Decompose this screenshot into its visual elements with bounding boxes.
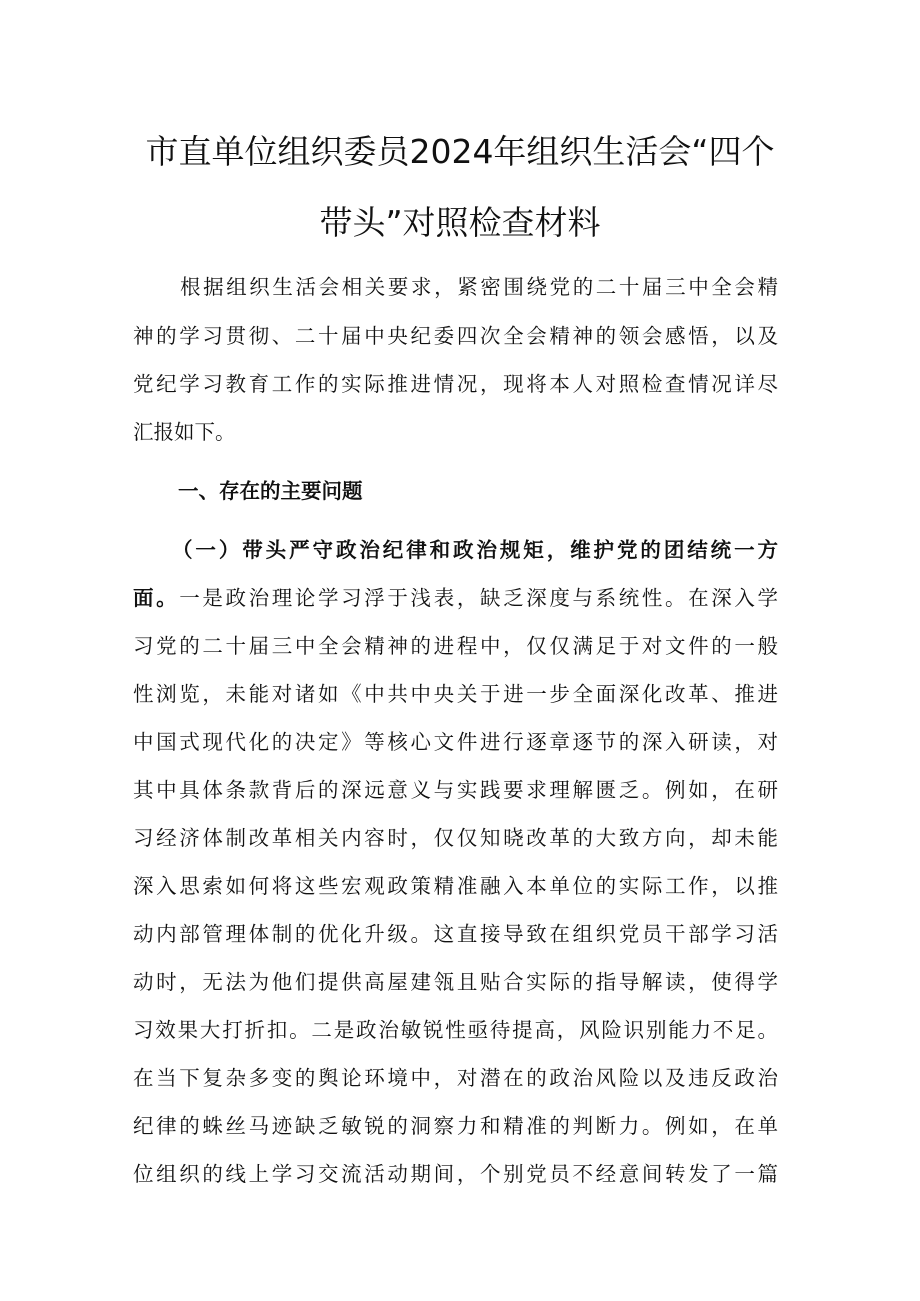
intro-paragraph-line: 神的学习贯彻、二十届中央纪委四次全会精神的领会感悟，以及 — [133, 324, 778, 348]
intro-paragraph-line: 汇报如下。 — [133, 420, 236, 444]
body-paragraph-line: 中国式现代化的决定》等核心文件进行逐章逐节的深入研读，对 — [133, 730, 778, 754]
section-heading: 一、存在的主要问题 — [178, 479, 363, 503]
body-paragraph-line: 在当下复杂多变的舆论环境中，对潜在的政治风险以及违反政治 — [133, 1066, 778, 1090]
document-title-line-1: 市直单位组织委员2024年组织生活会“四个 — [145, 132, 775, 171]
body-paragraph-line: 纪律的蛛丝马迹缺乏敏锐的洞察力和精准的判断力。例如，在单 — [133, 1114, 778, 1138]
body-paragraph-line: 性浏览，未能对诸如《中共中央关于进一步全面深化改革、推进 — [133, 682, 778, 706]
body-paragraph-line: 习党的二十届三中全会精神的进程中，仅仅满足于对文件的一般 — [133, 634, 778, 658]
intro-paragraph-line: 党纪学习教育工作的实际推进情况，现将本人对照检查情况详尽 — [133, 372, 778, 396]
body-paragraph-line: 习经济体制改革相关内容时，仅仅知晓改革的大致方向，却未能 — [133, 826, 778, 850]
body-paragraph-line: 位组织的线上学习交流活动期间，个别党员不经意间转发了一篇 — [133, 1162, 778, 1186]
body-paragraph-line: 深入思索如何将这些宏观政策精准融入本单位的实际工作，以推 — [133, 874, 778, 898]
body-paragraph-line: 其中具体条款背后的深远意义与实践要求理解匮乏。例如，在研 — [133, 778, 778, 802]
body-paragraph-line — [133, 584, 778, 612]
body-paragraph-line: 动时，无法为他们提供高屋建瓴且贴合实际的指导解读，使得学 — [133, 970, 778, 994]
body-paragraph-line: 动内部管理体制的优化升级。这直接导致在组织党员干部学习活 — [133, 922, 778, 946]
intro-paragraph-line: 根据组织生活会相关要求，紧密围绕党的二十届三中全会精 — [180, 275, 778, 299]
subsection-heading: （一）带头严守政治纪律和政治规矩，维护党的团结统一方 — [172, 538, 778, 562]
document-title-line-2: 带头”对照检查材料 — [319, 203, 601, 242]
body-paragraph-line: 习效果大打折扣。二是政治敏锐性亟待提高，风险识别能力不足。 — [133, 1018, 778, 1042]
body-text: 一是政治理论学习浮于浅表，缺乏深度与系统性。在深入学 — [179, 586, 779, 610]
subsection-heading-end: 面。 — [133, 586, 180, 610]
